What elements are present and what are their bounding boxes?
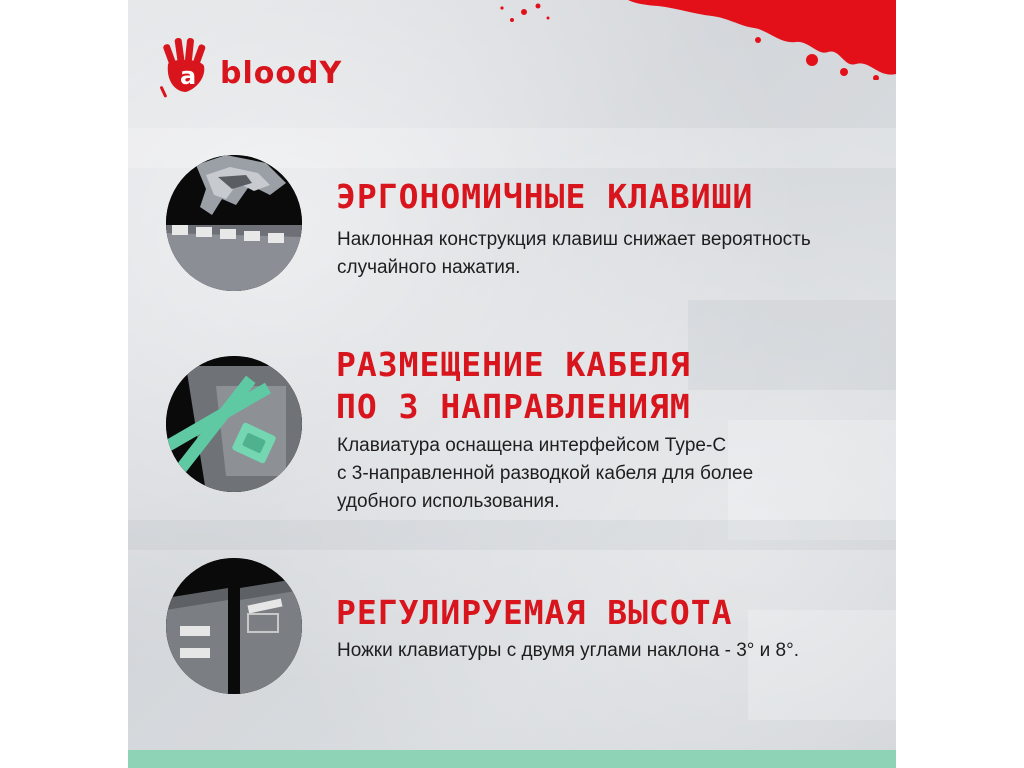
background-band: [748, 610, 896, 720]
cable-routing-closeup-image: [166, 356, 302, 492]
brand-wordmark: bloodY: [220, 56, 343, 91]
product-infographic: [128, 0, 896, 768]
feature-description: Наклонная конструкция клавиш снижает вероятность случайного нажатия.: [337, 229, 811, 278]
feature-description: Ножки клавиатуры с двумя углами наклона - 3° и 8°.: [337, 640, 799, 661]
footer-accent-bar: [128, 750, 896, 768]
background-band: [688, 300, 896, 390]
feature-title: РАЗМЕЩЕНИЕ КАБЕЛЯ ПО 3 НАПРАВЛЕНИЯМ: [336, 345, 691, 426]
background-band: [128, 520, 896, 550]
feature-title: ЭРГОНОМИЧНЫЕ КЛАВИШИ: [336, 177, 754, 216]
feature-description: Клавиатура оснащена интерфейсом Type-C с 3-направленной разводкой кабеля для более удобного использования.: [337, 435, 754, 512]
feature-title: РЕГУЛИРУЕМАЯ ВЫСОТА: [336, 593, 733, 632]
keyboard-feet-closeup-image: [166, 558, 302, 694]
svg-text:a: a: [180, 62, 197, 90]
keyboard-keys-closeup-image: [166, 155, 302, 291]
